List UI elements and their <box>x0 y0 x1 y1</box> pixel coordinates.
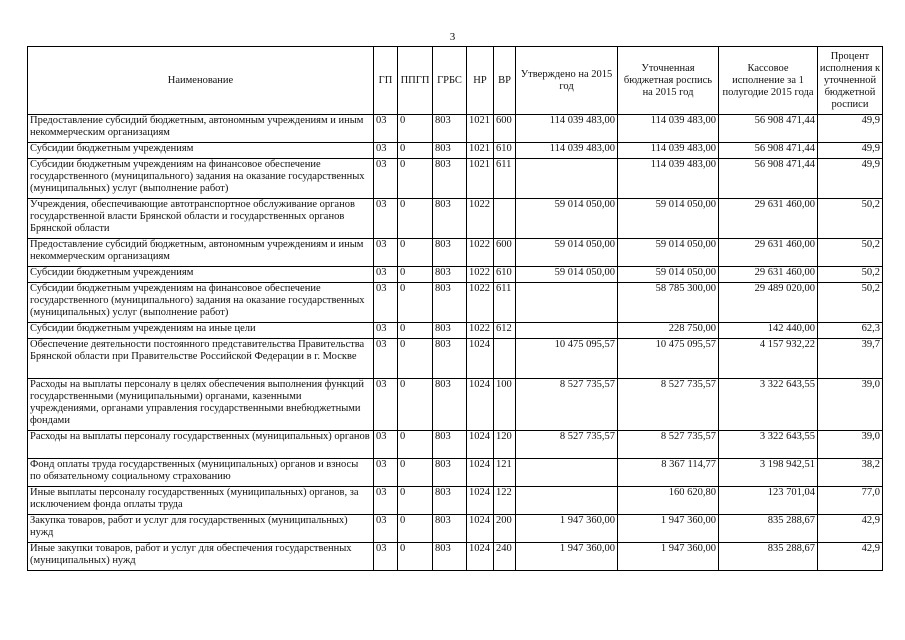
cell-approved: 59 014 050,00 <box>516 239 618 267</box>
cell-grbs: 803 <box>433 379 467 431</box>
cell-grbs: 803 <box>433 515 467 543</box>
cell-cash: 29 631 460,00 <box>719 239 818 267</box>
cell-name: Закупка товаров, работ и услуг для государственных (муниципальных) нужд <box>28 515 374 543</box>
cell-percent: 42,9 <box>818 543 883 571</box>
cell-approved: 114 039 483,00 <box>516 115 618 143</box>
cell-grbs: 803 <box>433 323 467 339</box>
cell-name: Предоставление субсидий бюджетным, автономным учреждениям и иным некоммерческим организациям <box>28 239 374 267</box>
cell-approved <box>516 283 618 323</box>
cell-refined: 59 014 050,00 <box>618 239 719 267</box>
cell-nr: 1022 <box>467 239 494 267</box>
cell-vr <box>494 199 516 239</box>
cell-gp: 03 <box>374 143 398 159</box>
cell-approved: 1 947 360,00 <box>516 515 618 543</box>
cell-grbs: 803 <box>433 143 467 159</box>
table-row <box>28 239 883 267</box>
cell-gp: 03 <box>374 459 398 487</box>
cell-approved: 1 947 360,00 <box>516 543 618 571</box>
cell-gp: 03 <box>374 487 398 515</box>
cell-nr: 1021 <box>467 143 494 159</box>
cell-vr: 120 <box>494 431 516 459</box>
cell-refined: 59 014 050,00 <box>618 199 719 239</box>
cell-pgp: 0 <box>398 199 433 239</box>
cell-vr: 612 <box>494 323 516 339</box>
header-gp: ГП <box>374 47 398 115</box>
cell-vr: 610 <box>494 267 516 283</box>
cell-name: Расходы на выплаты персоналу в целях обеспечения выполнения функций государственными (муниципальными) органами, казенными учреждениями, органами управления государственными внебюджетными фондами <box>28 379 374 431</box>
cell-percent: 38,2 <box>818 459 883 487</box>
cell-name: Фонд оплаты труда государственных (муниципальных) органов и взносы по обязательному социальному страхованию <box>28 459 374 487</box>
cell-grbs: 803 <box>433 267 467 283</box>
cell-cash: 56 908 471,44 <box>719 115 818 143</box>
header-vr: ВР <box>494 47 516 115</box>
cell-nr: 1021 <box>467 159 494 199</box>
cell-approved: 59 014 050,00 <box>516 267 618 283</box>
cell-vr: 100 <box>494 379 516 431</box>
header-grbs: ГРБС <box>433 47 467 115</box>
cell-approved <box>516 159 618 199</box>
table-row <box>28 487 883 515</box>
cell-pgp: 0 <box>398 339 433 379</box>
cell-refined: 114 039 483,00 <box>618 159 719 199</box>
table-row <box>28 515 883 543</box>
table-row <box>28 115 883 143</box>
cell-approved <box>516 459 618 487</box>
cell-refined: 228 750,00 <box>618 323 719 339</box>
cell-grbs: 803 <box>433 199 467 239</box>
cell-vr: 240 <box>494 543 516 571</box>
cell-gp: 03 <box>374 115 398 143</box>
cell-cash: 835 288,67 <box>719 515 818 543</box>
cell-vr: 122 <box>494 487 516 515</box>
cell-pgp: 0 <box>398 143 433 159</box>
cell-name: Субсидии бюджетным учреждениям на финансовое обеспечение государственного (муниципального) задания на оказание государственных (муниципальных) услуг (выполнение работ) <box>28 283 374 323</box>
cell-cash: 29 489 020,00 <box>719 283 818 323</box>
cell-cash: 123 701,04 <box>719 487 818 515</box>
cell-name: Обеспечение деятельности постоянного представительства Правительства Брянской области при Правительстве Российской Федерации в г. Москве <box>28 339 374 379</box>
cell-pgp: 0 <box>398 379 433 431</box>
cell-pgp: 0 <box>398 431 433 459</box>
header-row <box>28 47 883 115</box>
cell-cash: 142 440,00 <box>719 323 818 339</box>
cell-cash: 4 157 932,22 <box>719 339 818 379</box>
cell-approved: 114 039 483,00 <box>516 143 618 159</box>
cell-approved: 10 475 095,57 <box>516 339 618 379</box>
table-row <box>28 459 883 487</box>
cell-percent: 39,7 <box>818 339 883 379</box>
cell-grbs: 803 <box>433 115 467 143</box>
cell-name: Расходы на выплаты персоналу государственных (муниципальных) органов <box>28 431 374 459</box>
cell-vr: 611 <box>494 283 516 323</box>
cell-nr: 1024 <box>467 379 494 431</box>
cell-pgp: 0 <box>398 283 433 323</box>
cell-vr: 610 <box>494 143 516 159</box>
cell-approved: 8 527 735,57 <box>516 431 618 459</box>
cell-gp: 03 <box>374 431 398 459</box>
cell-cash: 3 322 643,55 <box>719 379 818 431</box>
cell-nr: 1022 <box>467 199 494 239</box>
header-percent: Процент исполнения к уточненной бюджетной росписи <box>818 47 883 115</box>
cell-percent: 49,9 <box>818 159 883 199</box>
table-row <box>28 431 883 459</box>
header-name: Наименование <box>28 47 374 115</box>
table-row <box>28 323 883 339</box>
cell-grbs: 803 <box>433 283 467 323</box>
cell-approved: 59 014 050,00 <box>516 199 618 239</box>
cell-percent: 39,0 <box>818 379 883 431</box>
cell-cash: 3 198 942,51 <box>719 459 818 487</box>
cell-gp: 03 <box>374 515 398 543</box>
cell-cash: 29 631 460,00 <box>719 267 818 283</box>
cell-name: Субсидии бюджетным учреждениям <box>28 267 374 283</box>
cell-refined: 1 947 360,00 <box>618 515 719 543</box>
cell-gp: 03 <box>374 323 398 339</box>
cell-approved <box>516 323 618 339</box>
cell-pgp: 0 <box>398 543 433 571</box>
cell-gp: 03 <box>374 379 398 431</box>
cell-percent: 50,2 <box>818 283 883 323</box>
cell-refined: 8 527 735,57 <box>618 379 719 431</box>
cell-gp: 03 <box>374 283 398 323</box>
cell-approved <box>516 487 618 515</box>
cell-nr: 1021 <box>467 115 494 143</box>
cell-grbs: 803 <box>433 239 467 267</box>
cell-percent: 50,2 <box>818 239 883 267</box>
cell-grbs: 803 <box>433 487 467 515</box>
cell-pgp: 0 <box>398 239 433 267</box>
cell-name: Учреждения, обеспечивающие автотранспортное обслуживание органов государственной власти Брянской области и государственных органов Брянской области <box>28 199 374 239</box>
cell-approved: 8 527 735,57 <box>516 379 618 431</box>
cell-refined: 59 014 050,00 <box>618 267 719 283</box>
cell-cash: 835 288,67 <box>719 543 818 571</box>
cell-pgp: 0 <box>398 459 433 487</box>
header-approved: Утверждено на 2015 год <box>516 47 618 115</box>
cell-percent: 49,9 <box>818 115 883 143</box>
cell-pgp: 0 <box>398 515 433 543</box>
cell-nr: 1024 <box>467 543 494 571</box>
cell-grbs: 803 <box>433 159 467 199</box>
table-row <box>28 267 883 283</box>
header-pgp: ППГП <box>398 47 433 115</box>
cell-gp: 03 <box>374 239 398 267</box>
cell-nr: 1024 <box>467 515 494 543</box>
cell-name: Субсидии бюджетным учреждениям на иные цели <box>28 323 374 339</box>
cell-refined: 8 367 114,77 <box>618 459 719 487</box>
cell-nr: 1022 <box>467 323 494 339</box>
table-body <box>28 115 883 571</box>
cell-percent: 62,3 <box>818 323 883 339</box>
cell-pgp: 0 <box>398 159 433 199</box>
cell-gp: 03 <box>374 267 398 283</box>
cell-vr: 600 <box>494 239 516 267</box>
cell-nr: 1022 <box>467 283 494 323</box>
budget-execution-table <box>27 46 883 571</box>
cell-cash: 3 322 643,55 <box>719 431 818 459</box>
cell-name: Иные закупки товаров, работ и услуг для обеспечения государственных (муниципальных) нужд <box>28 543 374 571</box>
table-row <box>28 339 883 379</box>
cell-refined: 1 947 360,00 <box>618 543 719 571</box>
cell-vr: 121 <box>494 459 516 487</box>
cell-percent: 39,0 <box>818 431 883 459</box>
cell-pgp: 0 <box>398 267 433 283</box>
table-row <box>28 159 883 199</box>
cell-grbs: 803 <box>433 339 467 379</box>
cell-percent: 49,9 <box>818 143 883 159</box>
table-row <box>28 379 883 431</box>
cell-refined: 160 620,80 <box>618 487 719 515</box>
header-nr: НР <box>467 47 494 115</box>
cell-grbs: 803 <box>433 431 467 459</box>
table-row <box>28 283 883 323</box>
cell-name: Предоставление субсидий бюджетным, автономным учреждениям и иным некоммерческим организациям <box>28 115 374 143</box>
cell-vr <box>494 339 516 379</box>
cell-nr: 1024 <box>467 431 494 459</box>
cell-gp: 03 <box>374 159 398 199</box>
cell-refined: 8 527 735,57 <box>618 431 719 459</box>
cell-cash: 29 631 460,00 <box>719 199 818 239</box>
cell-pgp: 0 <box>398 115 433 143</box>
cell-percent: 42,9 <box>818 515 883 543</box>
cell-cash: 56 908 471,44 <box>719 159 818 199</box>
table-row <box>28 543 883 571</box>
cell-gp: 03 <box>374 543 398 571</box>
cell-name: Иные выплаты персоналу государственных (муниципальных) органов, за исключением фонда оплаты труда <box>28 487 374 515</box>
cell-nr: 1024 <box>467 459 494 487</box>
cell-nr: 1022 <box>467 267 494 283</box>
cell-refined: 114 039 483,00 <box>618 143 719 159</box>
cell-name: Субсидии бюджетным учреждениям на финансовое обеспечение государственного (муниципального) задания на оказание государственных (муниципальных) услуг (выполнение работ) <box>28 159 374 199</box>
cell-name: Субсидии бюджетным учреждениям <box>28 143 374 159</box>
cell-percent: 77,0 <box>818 487 883 515</box>
cell-grbs: 803 <box>433 459 467 487</box>
cell-grbs: 803 <box>433 543 467 571</box>
table-row <box>28 143 883 159</box>
cell-pgp: 0 <box>398 323 433 339</box>
cell-cash: 56 908 471,44 <box>719 143 818 159</box>
cell-refined: 58 785 300,00 <box>618 283 719 323</box>
cell-pgp: 0 <box>398 487 433 515</box>
cell-percent: 50,2 <box>818 199 883 239</box>
cell-refined: 10 475 095,57 <box>618 339 719 379</box>
header-cash: Кассовое исполнение за 1 полугодие 2015 года <box>719 47 818 115</box>
cell-gp: 03 <box>374 339 398 379</box>
cell-nr: 1024 <box>467 339 494 379</box>
cell-nr: 1024 <box>467 487 494 515</box>
cell-vr: 600 <box>494 115 516 143</box>
table-row <box>28 199 883 239</box>
page-number: 3 <box>449 31 456 43</box>
cell-percent: 50,2 <box>818 267 883 283</box>
cell-refined: 114 039 483,00 <box>618 115 719 143</box>
header-refined: Уточненная бюджетная роспись на 2015 год <box>618 47 719 115</box>
cell-gp: 03 <box>374 199 398 239</box>
cell-vr: 200 <box>494 515 516 543</box>
cell-vr: 611 <box>494 159 516 199</box>
